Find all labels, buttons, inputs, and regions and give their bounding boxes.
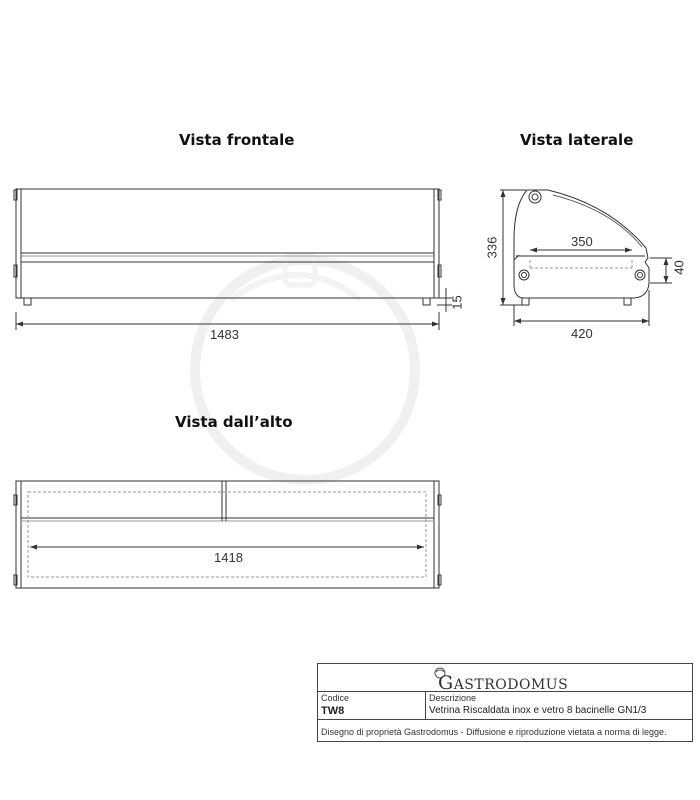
copyright-notice: Disegno di proprietà Gastrodomus - Diffusione e riproduzione vietata a norma di legge.: [321, 727, 667, 737]
brand-name: GASTRODOMUS: [438, 672, 569, 694]
title-block: [317, 663, 693, 742]
side-view-title: Vista laterale: [520, 131, 634, 149]
code-cell: [318, 692, 426, 719]
front-view-title: Vista frontale: [179, 131, 295, 149]
front-foot-label: 15: [449, 295, 465, 310]
side-depth-label: 420: [571, 326, 593, 341]
top-inner-label: 1418: [214, 550, 243, 565]
top-view-title: Vista dall’alto: [175, 413, 293, 431]
top-body-outline: [21, 481, 434, 588]
code-value: TW8: [321, 705, 345, 717]
side-inner-label: 350: [571, 234, 593, 249]
title-block-info-row: [318, 692, 692, 720]
front-width-label: 1483: [210, 327, 239, 342]
description-value: Vetrina Riscaldata inox e vetro 8 bacinelle GN1/3: [429, 705, 647, 716]
side-step-label: 40: [671, 260, 687, 275]
description-label: Descrizione: [429, 693, 477, 703]
description-cell: [426, 692, 692, 719]
code-label: Codice: [321, 693, 350, 703]
side-height-label: 336: [484, 236, 500, 259]
title-block-logo-row: [318, 664, 692, 692]
